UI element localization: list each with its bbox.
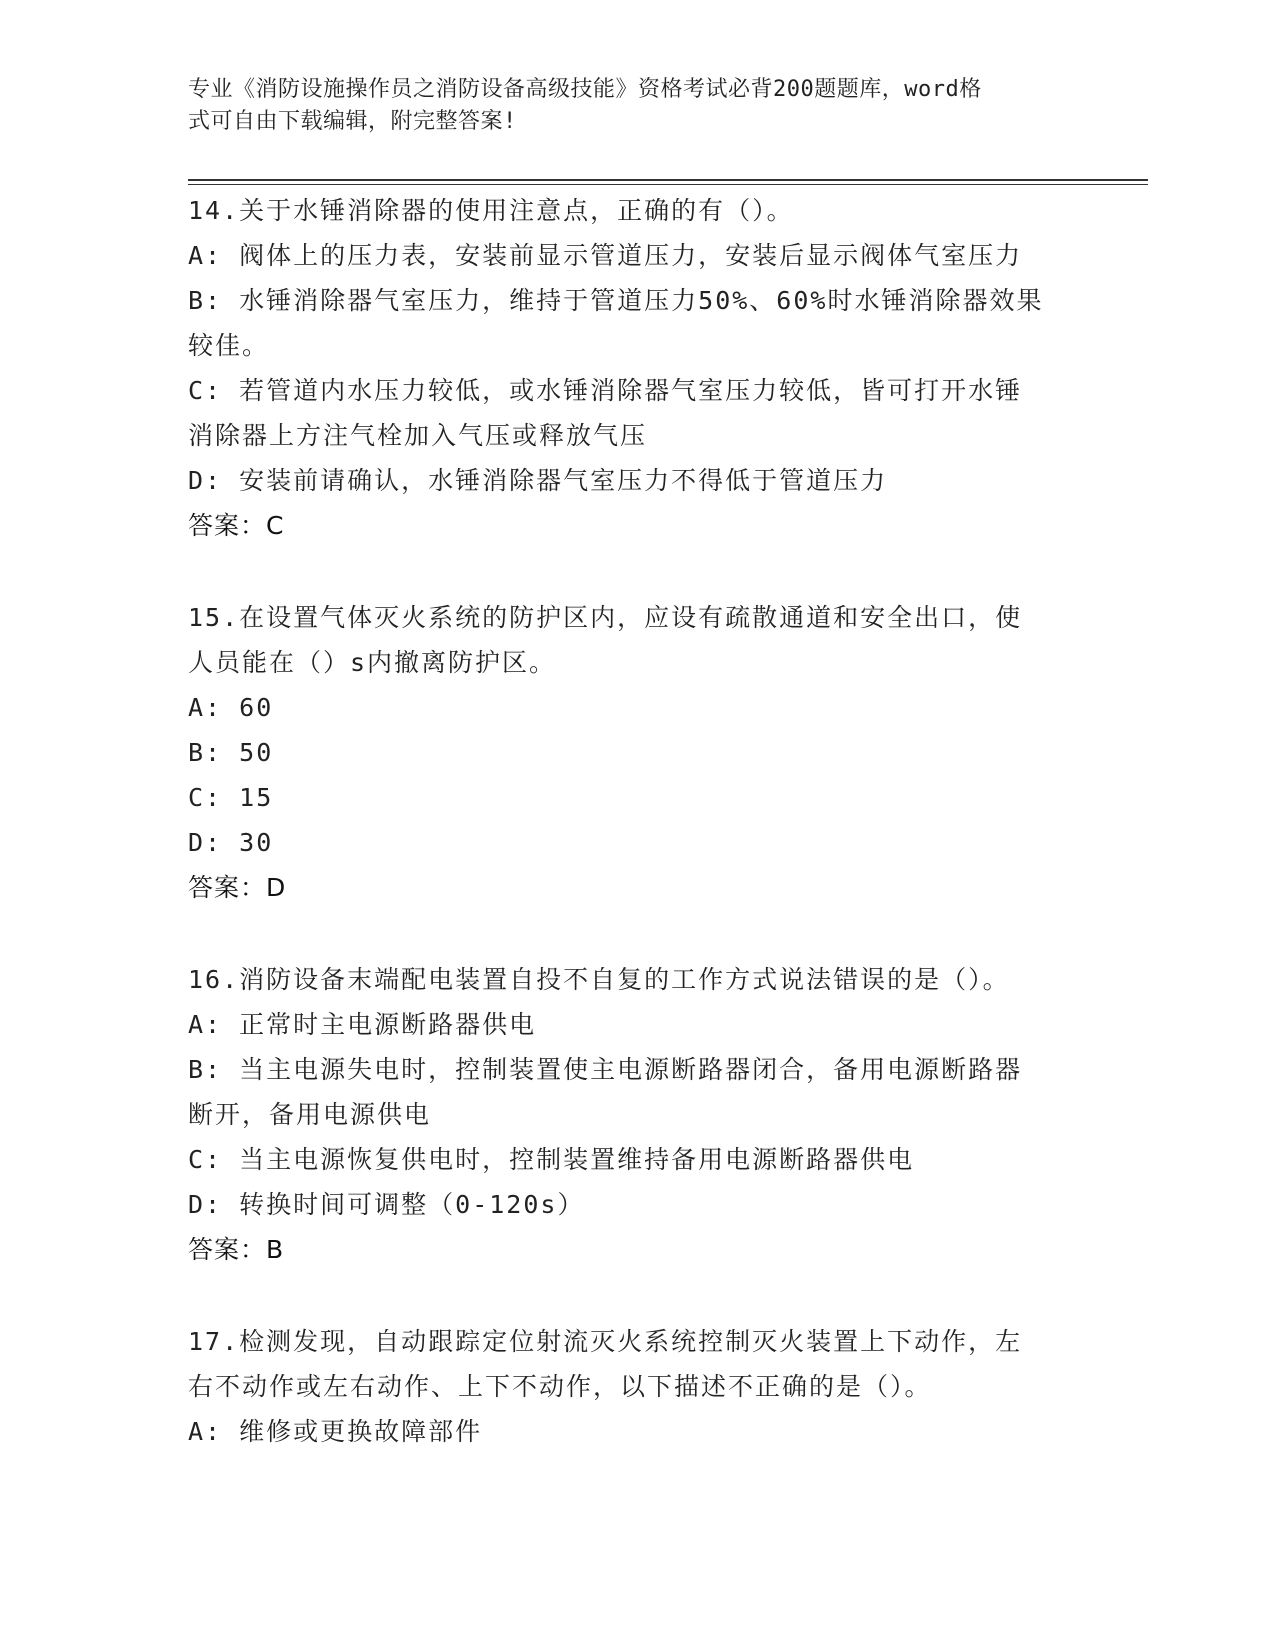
option-c: C: 当主电源恢复供电时，控制装置维持备用电源断路器供电 [188, 1145, 915, 1174]
option-b-continued: 较佳。 [188, 331, 270, 360]
document-header [188, 74, 1068, 138]
header-line-1: 专业《消防设施操作员之消防设备高级技能》资格考试必背200题题库，word格 [188, 77, 982, 102]
question-16 [188, 957, 1078, 1273]
answer: 答案：D [188, 873, 287, 902]
question-14 [188, 188, 1078, 549]
header-line-2: 式可自由下载编辑，附完整答案! [188, 109, 517, 134]
question-stem: 15.在设置气体灭火系统的防护区内，应设有疏散通道和安全出口，使 [188, 603, 1023, 632]
option-b-continued: 断开，备用电源供电 [188, 1100, 432, 1129]
option-a: A: 正常时主电源断路器供电 [188, 1010, 537, 1039]
question-15 [188, 595, 1078, 911]
option-d: D: 转换时间可调整（0-120s） [188, 1190, 585, 1219]
question-list [188, 188, 1078, 1500]
option-a: A: 阀体上的压力表，安装前显示管道压力，安装后显示阀体气室压力 [188, 241, 1023, 270]
option-b: B: 50 [188, 738, 274, 767]
question-stem-continued: 右不动作或左右动作、上下不动作，以下描述不正确的是（）。 [188, 1372, 932, 1401]
question-17 [188, 1319, 1078, 1454]
option-b: B: 水锤消除器气室压力，维持于管道压力50%、60%时水锤消除器效果 [188, 286, 1044, 315]
option-a: A: 60 [188, 693, 274, 722]
option-c: C: 15 [188, 783, 274, 812]
question-stem: 16.消防设备末端配电装置自投不自复的工作方式说法错误的是（）。 [188, 965, 1010, 994]
option-c-continued: 消除器上方注气栓加入气压或释放气压 [188, 421, 648, 450]
header-divider [188, 179, 1148, 185]
option-d: D: 安装前请确认，水锤消除器气室压力不得低于管道压力 [188, 466, 888, 495]
question-stem: 17.检测发现，自动跟踪定位射流灭火系统控制灭火装置上下动作，左 [188, 1327, 1023, 1356]
question-stem: 14.关于水锤消除器的使用注意点，正确的有（）。 [188, 196, 794, 225]
option-c: C: 若管道内水压力较低，或水锤消除器气室压力较低，皆可打开水锤 [188, 376, 1023, 405]
answer: 答案：C [188, 511, 285, 540]
answer: 答案：B [188, 1235, 285, 1264]
question-stem-continued: 人员能在（）s内撤离防护区。 [188, 648, 557, 677]
option-a: A: 维修或更换故障部件 [188, 1417, 483, 1446]
option-b: B: 当主电源失电时，控制装置使主电源断路器闭合，备用电源断路器 [188, 1055, 1023, 1084]
option-d: D: 30 [188, 828, 274, 857]
